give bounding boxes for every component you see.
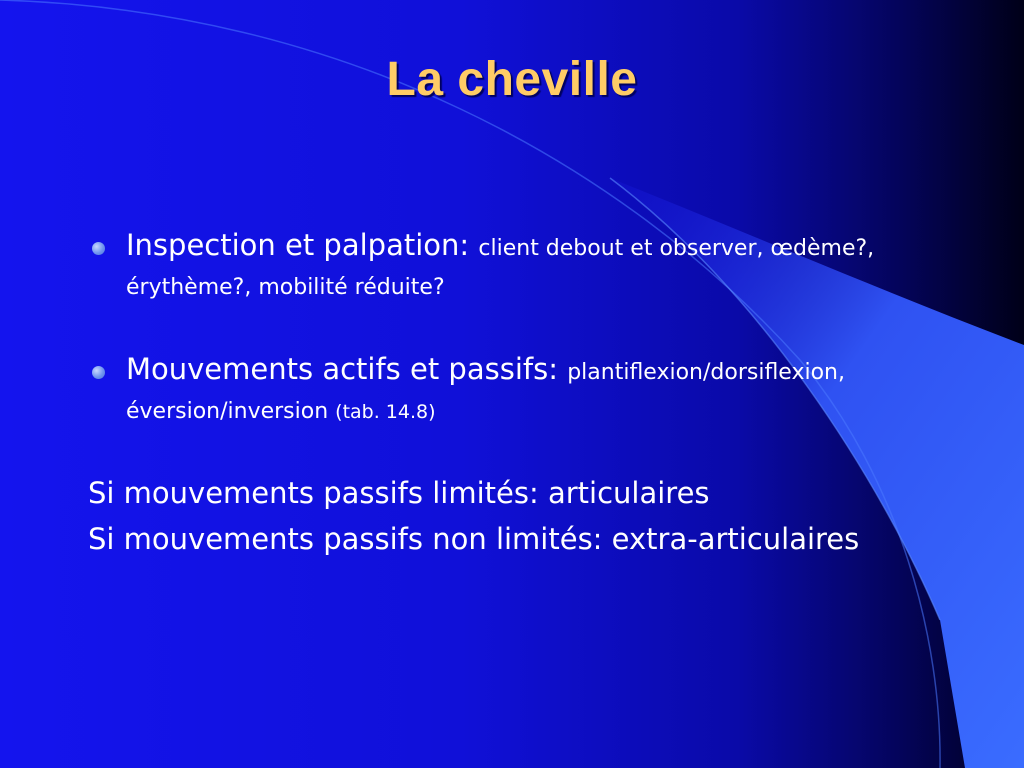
- bullet-movements-ref: (tab. 14.8): [335, 401, 436, 423]
- bullet-movements: [88, 350, 928, 432]
- bullet-movements-lead: Mouvements actifs et passifs:: [126, 352, 568, 386]
- bullet-dot-icon: [92, 242, 105, 255]
- bullet-dot-icon: [92, 366, 105, 379]
- bullet-inspection-detail: client debout et observer, œdème?, érythème?, mobilité réduite?: [126, 236, 875, 300]
- bullet-inspection: [88, 226, 928, 308]
- note-not-limited: Si mouvements passifs non limités: extra-articulaires: [88, 522, 860, 556]
- slide-content: [88, 226, 928, 566]
- slide-title: La cheville: [386, 53, 638, 106]
- bullet-inspection-lead: Inspection et palpation:: [126, 228, 479, 262]
- note-limited: Si mouvements passifs limités: articulaires: [88, 476, 710, 510]
- bullet-movements-detail: plantiflexion/dorsiflexion, éversion/inversion: [126, 360, 845, 424]
